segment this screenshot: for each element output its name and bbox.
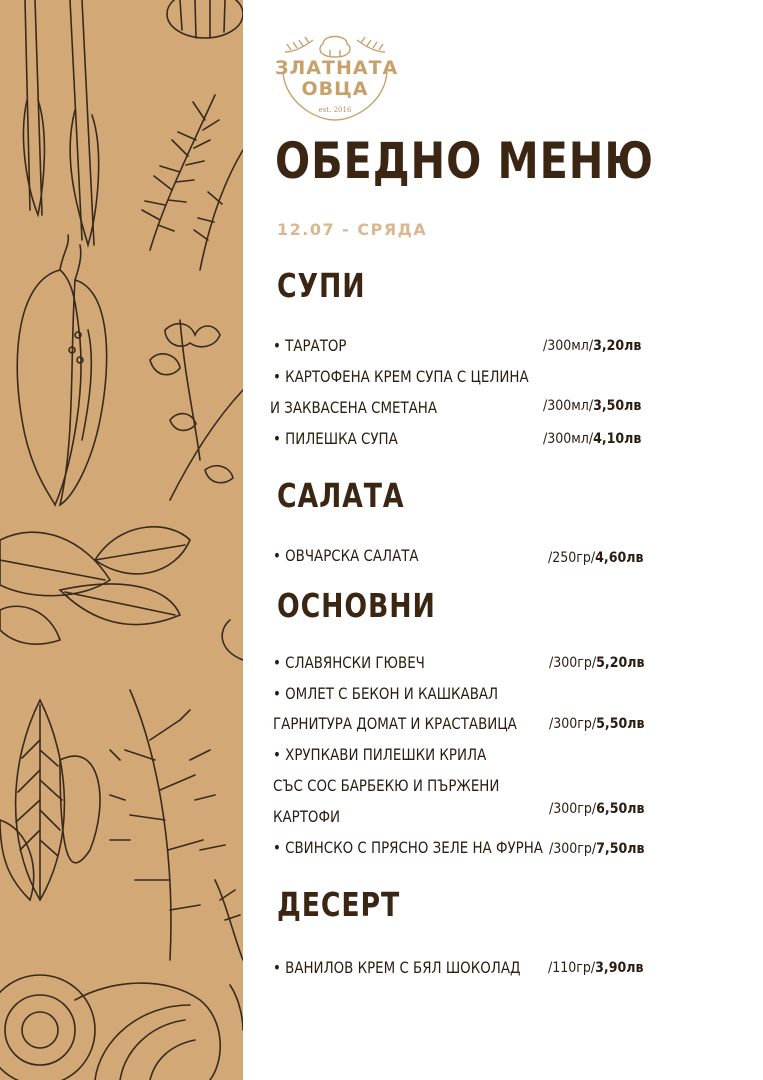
parsley-illustration — [150, 320, 243, 500]
menu-item-price: /300гр/5,20лв — [549, 655, 645, 671]
menu-item-price: /110гр/3,90лв — [548, 960, 644, 976]
menu-panel — [243, 0, 763, 1080]
rosemary-illustration — [142, 95, 243, 270]
logo-established: est. 2016 — [318, 106, 352, 114]
menu-item-name: • СЛАВЯНСКИ ГЮВЕЧ — [273, 653, 425, 672]
wheat-right-icon — [357, 37, 385, 52]
menu-item-price: /300мл/3,20лв — [543, 338, 642, 354]
menu-item-name: • ХРУПКАВИ ПИЛЕШКИ КРИЛА — [273, 745, 487, 764]
section-heading-dessert: ДЕСЕРТ — [277, 885, 401, 924]
menu-item-name: • КАРТОФЕНА КРЕМ СУПА С ЦЕЛИНА — [273, 367, 529, 386]
sheep-icon — [320, 37, 350, 58]
menu-item-name: • ОМЛЕТ С БЕКОН И КАШКАВАЛ — [273, 684, 499, 703]
menu-item-name: • ВАНИЛОВ КРЕМ С БЯЛ ШОКОЛАД — [273, 958, 521, 977]
logo-line-1: ЗЛАТНАТА — [275, 57, 399, 79]
section-heading-mains: ОСНОВНИ — [277, 586, 436, 625]
menu-item-price: /300гр/6,50лв — [549, 801, 645, 817]
section-heading-salad: САЛАТА — [277, 476, 405, 515]
dill-illustration — [110, 690, 243, 960]
wheat-left-icon — [285, 37, 313, 52]
menu-item-name-cont: И ЗАКВАСЕНА СМЕТАНА — [270, 398, 438, 417]
menu-item-name-cont: ГАРНИТУРА ДОМАТ И КРАСТАВИЦА — [273, 714, 517, 733]
menu-item-price: /300гр/7,50лв — [549, 841, 645, 857]
leek-illustration — [23, 0, 243, 245]
onion-illustration — [0, 975, 243, 1080]
menu-item-price: /300гр/5,50лв — [549, 716, 645, 732]
menu-item-name-cont: КАРТОФИ — [273, 807, 340, 826]
section-heading-soups: СУПИ — [277, 266, 366, 305]
menu-title: ОБЕДНО МЕНЮ — [275, 132, 654, 190]
menu-item-name: • ТАРАТОР — [273, 336, 347, 355]
logo-line-2: ОВЦА — [301, 78, 369, 100]
herb-illustration-panel — [0, 0, 243, 1080]
menu-item-price: /300мл/4,10лв — [543, 431, 642, 447]
restaurant-logo — [275, 22, 399, 122]
menu-item-price: /300мл/3,50лв — [543, 398, 642, 414]
menu-item-name-cont: СЪС СОС БАРБЕКЮ И ПЪРЖЕНИ — [273, 776, 500, 795]
menu-item-name: • ОВЧАРСКА САЛАТА — [273, 546, 419, 565]
menu-date: 12.07 - СРЯДА — [277, 220, 428, 239]
menu-item-name: • ПИЛЕШКА СУПА — [273, 429, 398, 448]
basil-illustration — [0, 527, 243, 660]
menu-item-name: • СВИНСКО С ПРЯСНО ЗЕЛЕ НА ФУРНА — [273, 838, 543, 857]
menu-item-price: /250гр/4,60лв — [548, 550, 644, 566]
pepper-illustration — [17, 235, 106, 505]
bay-leaf-illustration — [0, 700, 100, 900]
